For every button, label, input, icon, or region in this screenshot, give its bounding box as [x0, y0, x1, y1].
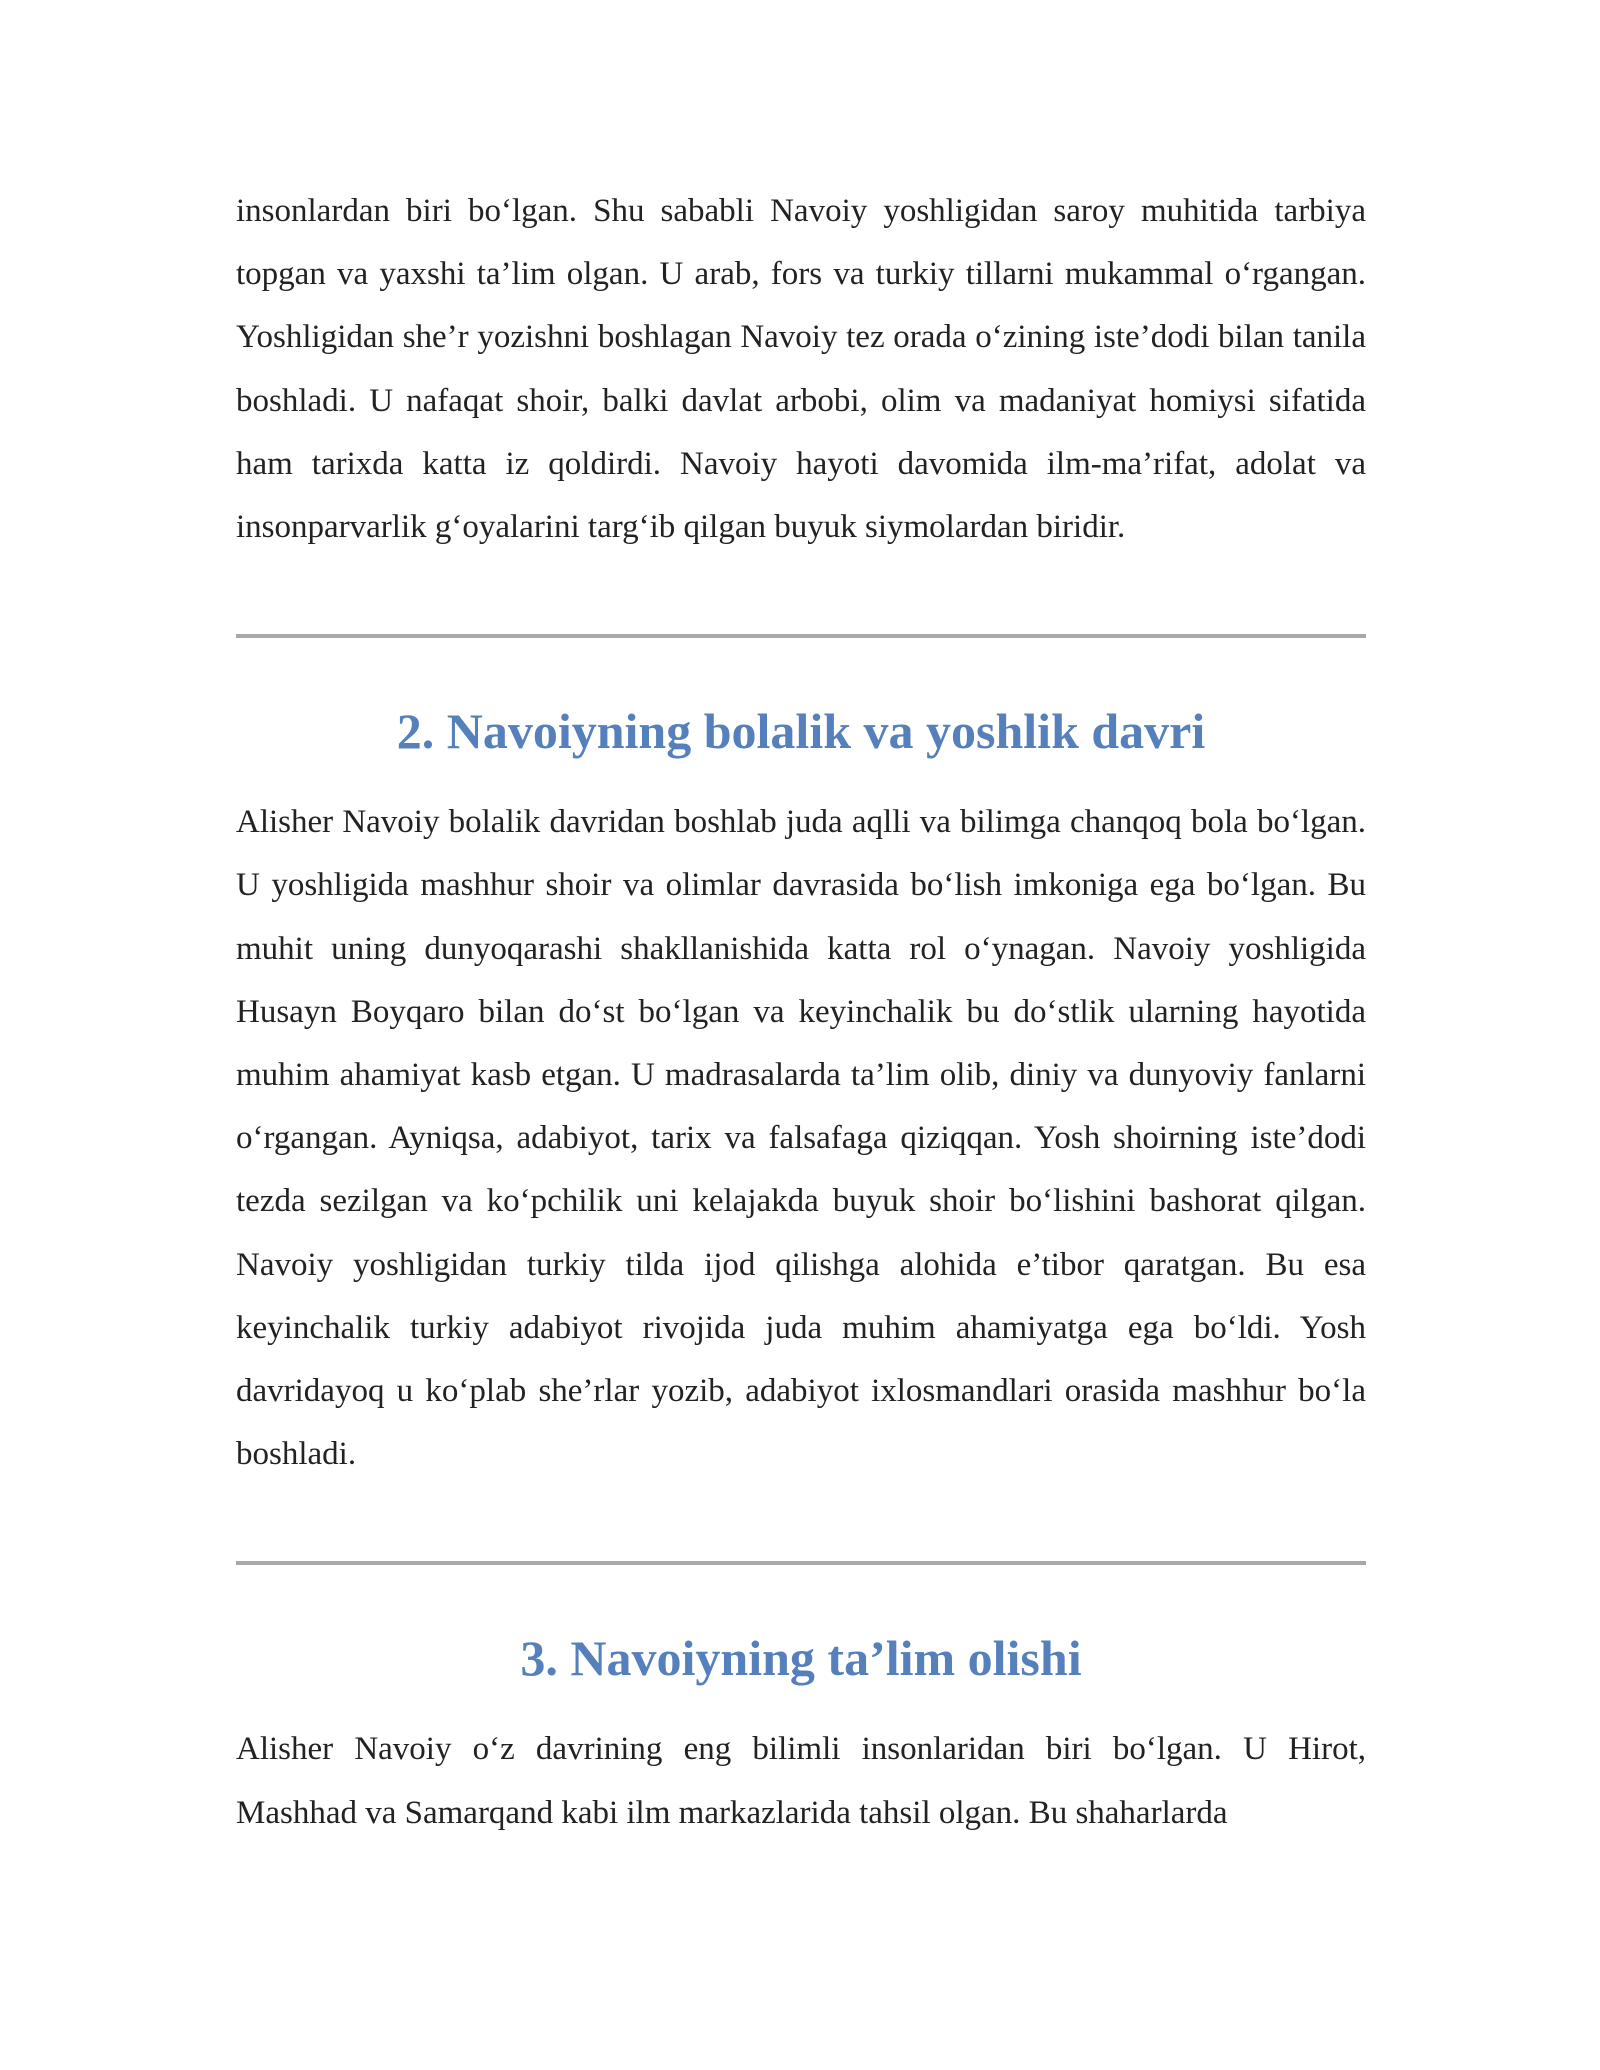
section-heading-3: 3. Navoiyning ta’lim olishi — [520, 1630, 1082, 1687]
section-heading-2: 2. Navoiyning bolalik va yoshlik davri — [396, 703, 1206, 760]
paragraph-3: Alisher Navoiy o‘z davrining eng bilimli insonlaridan biri bo‘lgan. U Hirot, Mashhad va Samarqand kabi ilm markazlarida tahsil olgan. Bu shaharlarda — [236, 1731, 1366, 1831]
paragraph-1: insonlardan biri bo‘lgan. Shu sababli Navoiy yoshligidan saroy muhitida tarbiya topgan va yaxshi ta’lim olgan. U arab, fors va turkiy tillarni mukammal o‘rgangan. Yoshligidan she’r yozishni boshlagan Navoiy tez orada o‘zining iste’dodi bilan tanila boshladi. U nafaqat shoir, balki davlat arbobi, olim va madaniyat homiysi sifatida ham tarixda katta iz qoldirdi. Navoiy hayoti davomida ilm-ma’rifat, adolat va insonparvarlik g‘oyalarini targ‘ib qilgan buyuk siymolardan biridir. — [236, 193, 1366, 546]
document-content — [236, 180, 1366, 1845]
paragraph-2: Alisher Navoiy bolalik davridan boshlab juda aqlli va bilimga chanqoq bola bo‘lgan. U yoshligida mashhur shoir va olimlar davrasida bo‘lish imkoniga ega bo‘lgan. Bu muhit uning dunyoqarashi shakllanishida katta rol o‘ynagan. Navoiy yoshligida Husayn Boyqaro bilan do‘st bo‘lgan va keyinchalik bu do‘stlik ularning hayotida muhim ahamiyat kasb etgan. U madrasalarda ta’lim olib, diniy va dunyoviy fanlarni o‘rgangan. Ayniqsa, adabiyot, tarix va falsafaga qiziqqan. Yosh shoirning iste’dodi tezda sezilgan va ko‘pchilik uni kelajakda buyuk shoir bo‘lishini bashorat qilgan. Navoiy yoshligidan turkiy tilda ijod qilishga alohida e’tibor qaratgan. Bu esa keyinchalik turkiy adabiyot rivojida juda muhim ahamiyatga ega bo‘ldi. Yosh davridayoq u ko‘plab she’rlar yozib, adabiyot ixlosmandlari orasida mashhur bo‘la boshladi. — [236, 804, 1366, 1473]
section-divider-2 — [236, 1561, 1366, 1565]
section-divider-1 — [236, 634, 1366, 638]
